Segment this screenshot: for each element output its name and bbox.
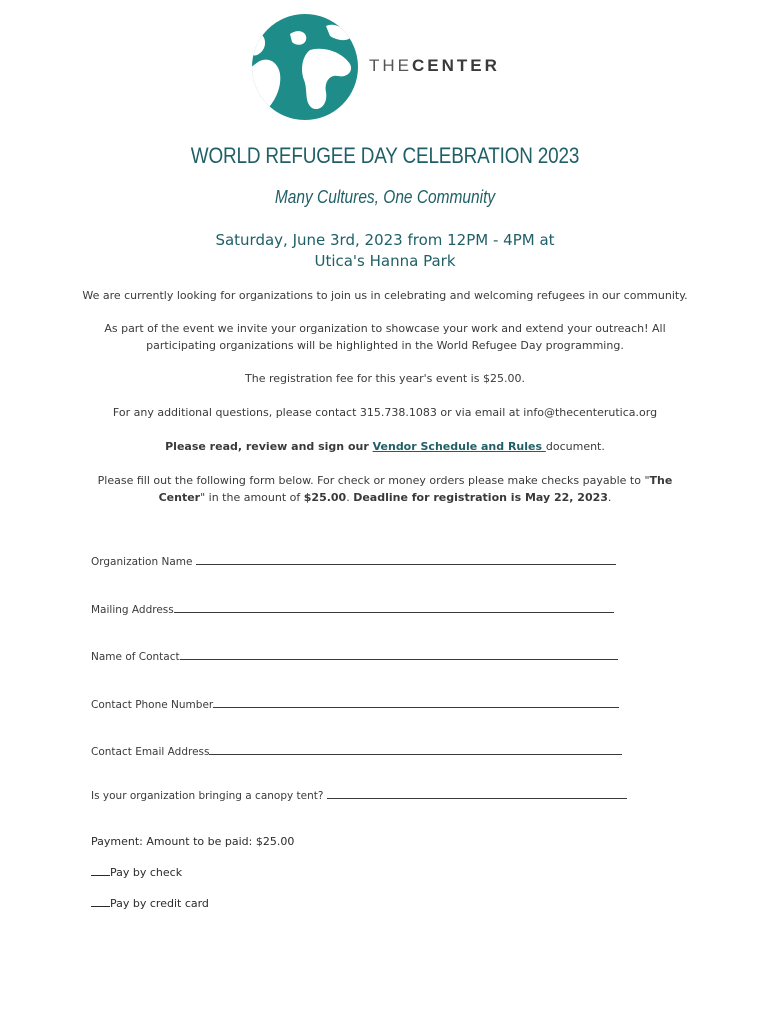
vendor-text-after: document.: [545, 440, 605, 453]
page-title: WORLD REFUGEE DAY CELEBRATION 2023: [190, 143, 580, 168]
contact-paragraph: For any additional questions, please contact 315.738.1083 or via email at info@thecenterutica.org: [112, 406, 658, 419]
pay-by-card-option[interactable]: [91, 897, 209, 910]
fee-paragraph: The registration fee for this year's event is $25.00.: [245, 372, 525, 385]
event-date: [0, 230, 770, 272]
contact-name-input[interactable]: [180, 650, 618, 660]
globe-icon: [250, 12, 360, 122]
email-field[interactable]: [91, 745, 622, 758]
card-blank[interactable]: [91, 897, 110, 907]
field-label: Name of Contact: [91, 651, 180, 663]
field-label: Contact Phone Number: [91, 699, 214, 711]
contact-name-field[interactable]: [91, 650, 618, 663]
mailing-address-field[interactable]: [91, 603, 614, 616]
phone-field[interactable]: [91, 698, 619, 711]
instructions-text: Please fill out the following form below. For check or money orders please make checks payable to ": [97, 474, 650, 487]
mailing-address-input[interactable]: [174, 603, 614, 613]
field-label: Contact Email Address: [91, 746, 210, 758]
payment-amount: Payment: Amount to be paid: $25.00: [91, 835, 295, 848]
canopy-tent-input[interactable]: [327, 789, 627, 799]
brand-bold: CENTER: [412, 56, 500, 75]
email-input[interactable]: [209, 745, 622, 755]
vendor-paragraph: [80, 438, 690, 455]
showcase-paragraph: As part of the event we invite your organization to showcase your work and extend your outreach! All participating organizations will be highlighted in the World Refugee Day programming.: [104, 322, 666, 352]
field-label: Is your organization bringing a canopy tent?: [91, 790, 327, 802]
instructions-text: .: [607, 491, 612, 504]
intro-paragraph: We are currently looking for organizations to join us in celebrating and welcoming refugees in our community.: [82, 289, 688, 302]
payee-name: The Center: [158, 474, 673, 504]
page-subtitle: Many Cultures, One Community: [274, 187, 496, 207]
pay-card-label: Pay by credit card: [110, 897, 209, 910]
pay-check-label: Pay by check: [110, 866, 183, 879]
phone-input[interactable]: [213, 698, 619, 708]
date-line-2: Utica's Hanna Park: [314, 252, 456, 270]
pay-by-check-option[interactable]: [91, 866, 182, 879]
date-line-1: Saturday, June 3rd, 2023 from 12PM - 4PM at: [215, 231, 555, 249]
vendor-rules-link[interactable]: Vendor Schedule and Rules: [372, 440, 546, 453]
vendor-text-before: Please read, review and sign our: [165, 440, 373, 453]
check-blank[interactable]: [91, 866, 110, 876]
field-label: Organization Name: [91, 556, 196, 568]
brand-light: THE: [369, 56, 412, 75]
org-name-field[interactable]: [91, 555, 616, 568]
fee-amount: $25.00: [303, 491, 347, 504]
instructions-text: .: [346, 491, 354, 504]
instructions-text: " in the amount of: [200, 491, 304, 504]
deadline-text: Deadline for registration is May 22, 2023: [353, 491, 608, 504]
field-label: Mailing Address: [91, 604, 174, 616]
brand-wordmark: [369, 56, 500, 76]
canopy-tent-field[interactable]: [91, 789, 627, 802]
org-name-input[interactable]: [196, 555, 616, 565]
instructions-paragraph: [80, 472, 690, 506]
